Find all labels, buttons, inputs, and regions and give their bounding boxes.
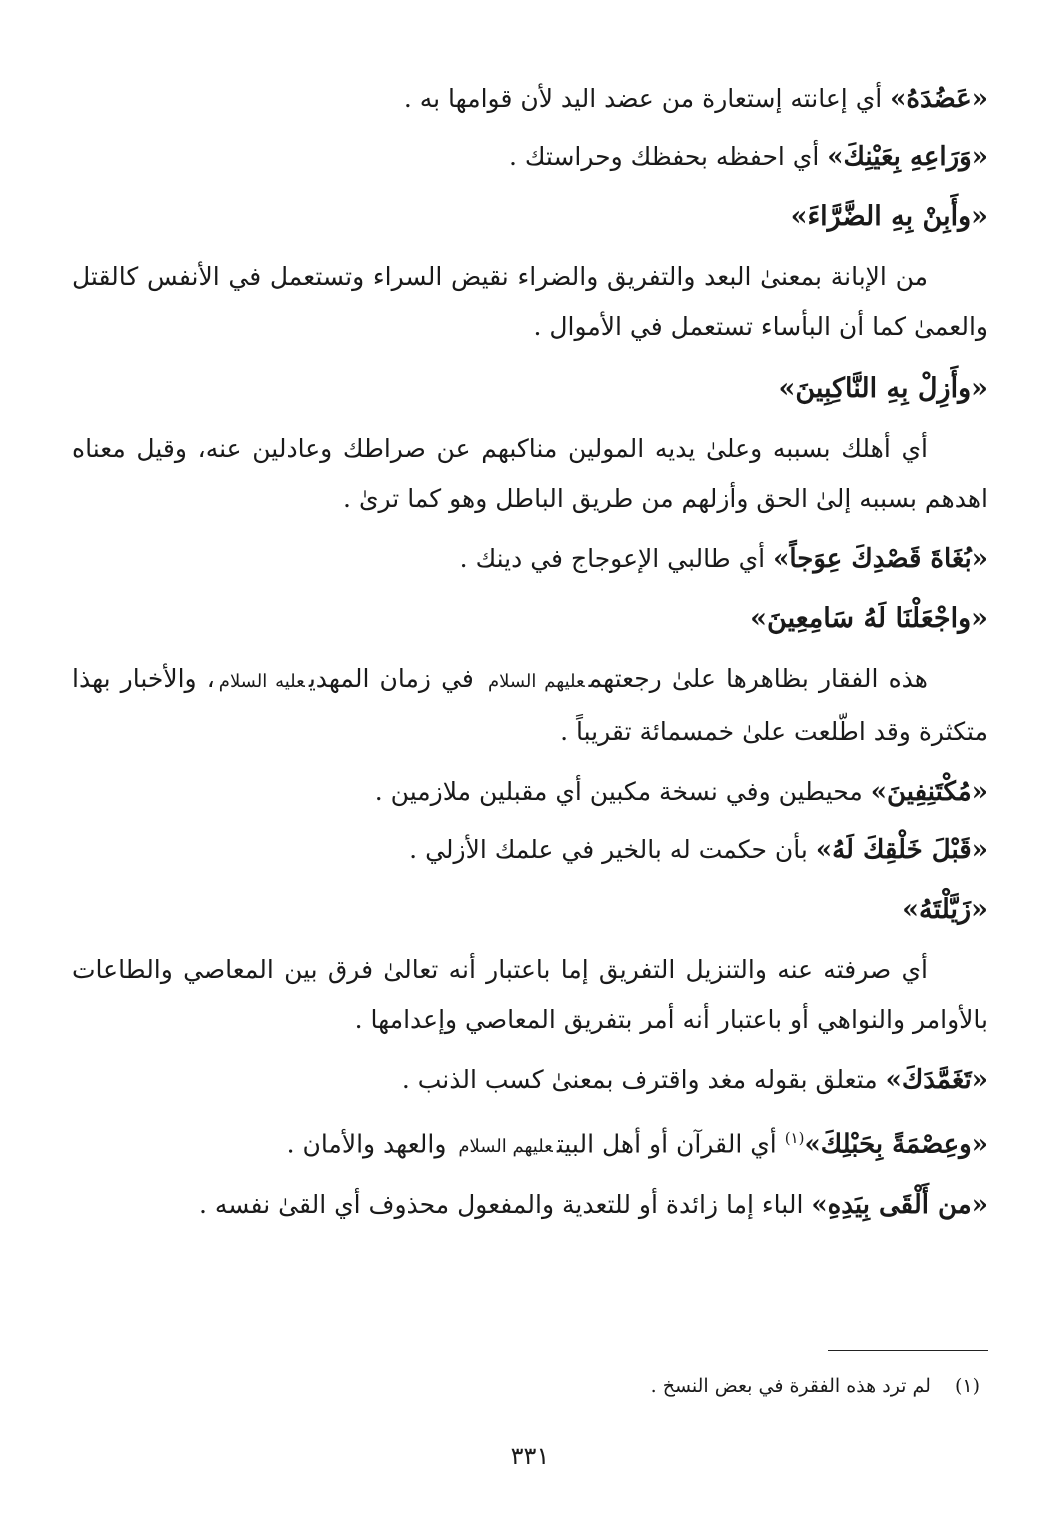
term: «بُغَاةَ قَصْدِكَ عِوَجاً» bbox=[773, 544, 988, 574]
page-number: ٣٣١ bbox=[510, 1442, 550, 1470]
definition: الباء إما زائدة أو للتعدية والمفعول محذوف أي القىٰ نفسه . bbox=[198, 1190, 812, 1220]
definition: والعهد والأمان . bbox=[286, 1129, 455, 1159]
footnote-number: (١) bbox=[954, 1375, 980, 1397]
heading-abin: «وأَبِنْ بِهِ الضَّرَّاءَ» bbox=[790, 201, 988, 232]
footnote-ref[interactable]: (١) bbox=[784, 1129, 805, 1147]
definition: بأن حكمت له بالخير في علمك الأزلي . bbox=[409, 835, 816, 864]
definition: أي احفظه بحفظك وحراستك . bbox=[508, 142, 828, 171]
entry-adudahu bbox=[72, 70, 988, 128]
footnote-divider bbox=[828, 1350, 988, 1351]
term: «مُكْتَنِفِينَ» bbox=[870, 777, 988, 807]
footnote-text: لم ترد هذه الفقرة في بعض النسخ . bbox=[650, 1375, 931, 1397]
definition: أي القرآن أو أهل البيت bbox=[556, 1129, 785, 1159]
text: هذه الفقار بظاهرها علىٰ رجعتهم bbox=[588, 664, 928, 693]
honorific-glyph: عليه السلام bbox=[218, 671, 305, 692]
paragraph-fiqar bbox=[72, 654, 988, 757]
term: «عَضُدَهُ» bbox=[890, 84, 988, 114]
term: «من أَلْقَى بِيَدِهِ» bbox=[811, 1190, 988, 1221]
entry-bughat bbox=[72, 530, 988, 588]
definition: أي طالبي الإعوجاج في دينك . bbox=[459, 544, 774, 573]
entry-qabla bbox=[72, 821, 988, 879]
heading-ijalna: «واجْعَلْنَا لَهُ سَامِعِينَ» bbox=[750, 603, 988, 634]
definition: متعلق بقوله مغد واقترف بمعنىٰ كسب الذنب . bbox=[401, 1065, 886, 1094]
page-body bbox=[72, 70, 988, 1234]
honorific-glyph: عليهم السلام bbox=[487, 671, 585, 692]
entry-muktanifin bbox=[72, 763, 988, 821]
heading-azil: «وأَزِلْ بِهِ النَّاكِبِينَ» bbox=[778, 373, 988, 404]
term: «وَرَاعِهِ بِعَيْنِكَ» bbox=[827, 142, 988, 172]
heading-zayyaltahu: «زَيَّلْتَهُ» bbox=[902, 894, 988, 925]
entry-ismatan bbox=[72, 1109, 988, 1176]
term: «قَبْلَ خَلْقِكَ لَهُ» bbox=[815, 835, 988, 865]
definition: أي إعانته إستعارة من عضد اليد لأن قوامها به . bbox=[403, 84, 891, 113]
term: «تَغَمَّدَكَ» bbox=[885, 1065, 988, 1095]
term: «وعِصْمَةً بِحَبْلِكَ» bbox=[804, 1129, 988, 1160]
entry-taghammadak bbox=[72, 1051, 988, 1109]
definition: محيطين وفي نسخة مكبين أي مقبلين ملازمين . bbox=[374, 777, 871, 806]
paragraph-ibana: من الإبانة بمعنىٰ البعد والتفريق والضراء نقيض السراء وتستعمل في الأنفس كالقتل والعمىٰ كما أن البأساء تستعمل في الأموال . bbox=[72, 262, 988, 341]
paragraph-ahlik: أي أهلك بسببه وعلىٰ يديه المولين مناكبهم عن صراطك وعادلين عنه، وقيل معناه اهدهم بسببه إلىٰ الحق وأزلهم من طريق الباطل وهو كما ترىٰ . bbox=[72, 434, 988, 513]
entry-raihi bbox=[72, 128, 988, 186]
honorific-glyph: عليهم السلام bbox=[458, 1136, 553, 1158]
entry-alqa bbox=[72, 1176, 988, 1234]
footnote bbox=[80, 1375, 980, 1397]
text: في زمان المهدي bbox=[308, 664, 484, 693]
paragraph-sarafa: أي صرفته عنه والتنزيل التفريق إما باعتبار أنه تعالىٰ فرق بين المعاصي والطاعات بالأوامر والنواهي أو باعتبار أنه أمر بتفريق المعاصي وإعدامها . bbox=[72, 955, 988, 1034]
text: ، والأخبار بهذا متكثرة وقد اطّلعت علىٰ خمسمائة تقريباً . bbox=[72, 664, 988, 746]
